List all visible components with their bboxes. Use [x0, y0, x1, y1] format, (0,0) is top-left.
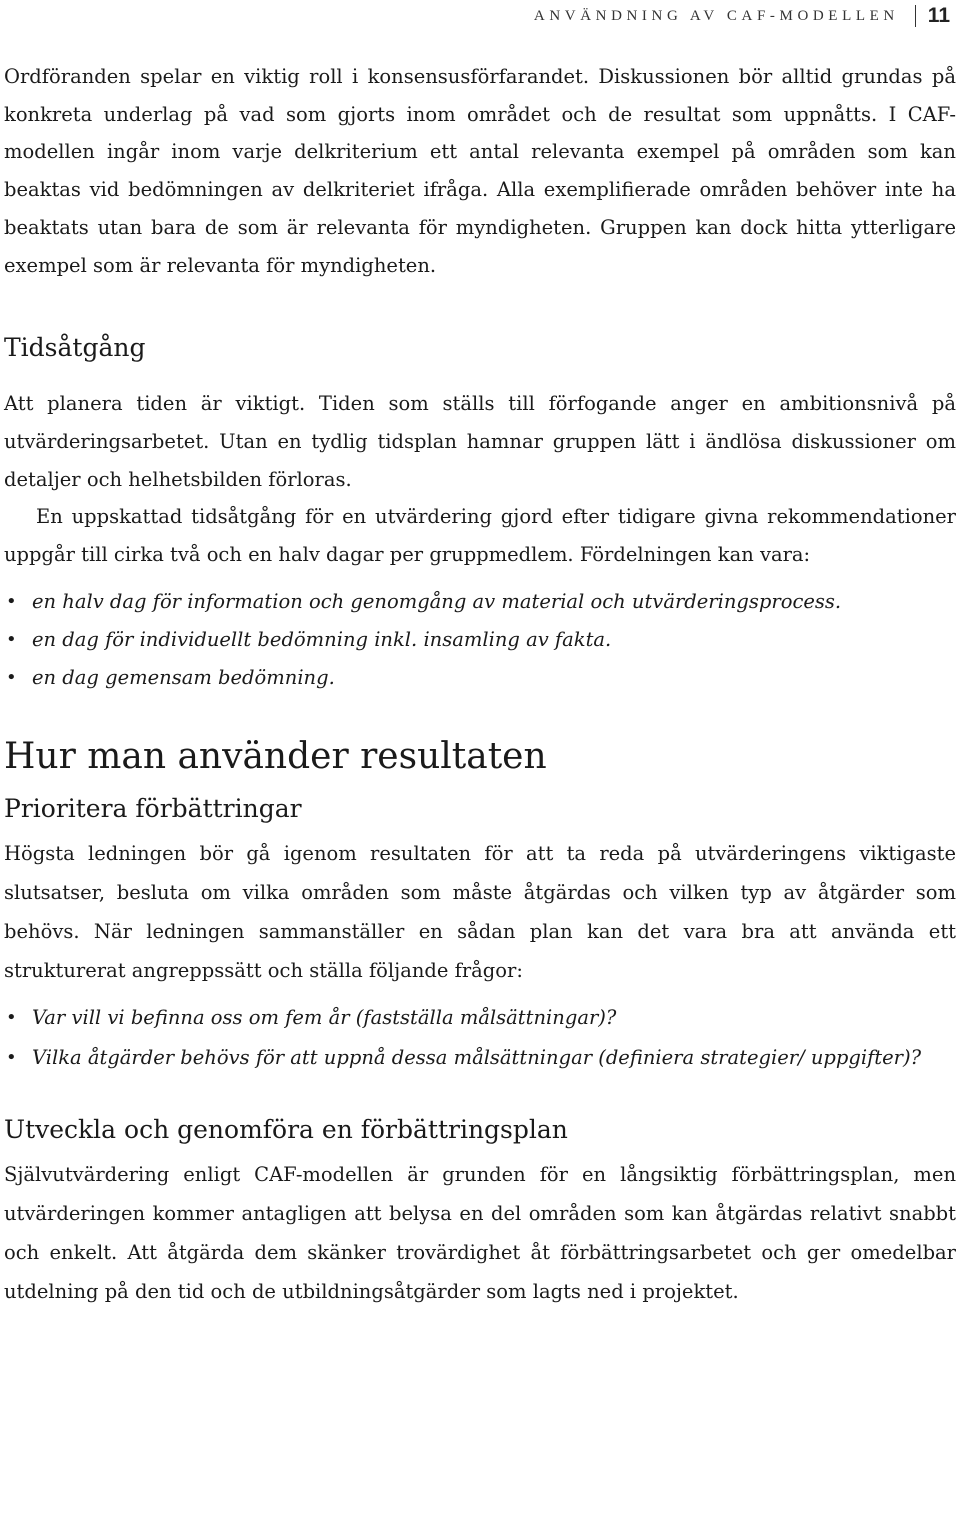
utveckla-paragraph: Självutvärdering enligt CAF-modellen är grunden för en långsiktig förbättringsplan, men utvärderingen kommer antagligen att belysa en del områden som kan åtgärdas relativt snabbt och enkelt. Att åtgärda dem skänker trovärdighet åt förbättringsarbetet och ger omedelbar utdelning på den tid och de utbildningsåtgärder som lagts ned i projektet. [4, 1162, 956, 1303]
tidsatgang-paragraph-2: En uppskattad tidsåtgång för en utvärdering gjord efter tidigare givna rekommendationer uppgår till cirka två och en halv dagar per gruppmedlem. Fördelningen kan vara: [4, 505, 956, 567]
header-divider [915, 5, 916, 27]
list-item [4, 1038, 956, 1078]
page-body [4, 58, 956, 1311]
list-item [4, 998, 956, 1038]
chapter-heading: Hur man använder resultaten [4, 735, 547, 777]
list-item [4, 659, 956, 697]
running-title: ANVÄNDNING AV CAF-MODELLEN [533, 7, 899, 24]
tidsatgang-paragraph-1: Att planera tiden är viktigt. Tiden som ställs till förfogande anger en ambitionsnivå på utvärderingsarbetet. Utan en tydlig tidsplan hamnar gruppen lätt i ändlösa diskussioner om detaljer och helhetsbilden förloras. [4, 392, 956, 491]
list-item-text: en dag för individuellt bedömning inkl. insamling av fakta. [32, 627, 612, 651]
list-item-text: en dag gemensam bedömning. [32, 665, 335, 689]
prioritera-list [4, 998, 956, 1078]
list-item-text: Var vill vi befinna oss om fem år (fastställa målsättningar)? [32, 1005, 617, 1029]
prioritera-paragraph: Högsta ledningen bör gå igenom resultaten för att ta reda på utvärderingens viktigaste slutsatser, besluta om vilka områden som måste åtgärdas och vilken typ av åtgärder som behövs. När ledningen sammanställer en sådan plan kan det vara bra att använda ett strukturerat angreppssätt och ställa följande frågor: [4, 841, 956, 982]
tidsatgang-list [4, 583, 956, 697]
bullet-icon: • [6, 666, 17, 688]
section-heading-prioritera: Prioritera förbättringar [4, 793, 302, 823]
bullet-icon: • [6, 1006, 17, 1028]
bullet-icon: • [6, 628, 17, 650]
bullet-icon: • [6, 1046, 17, 1068]
list-item [4, 583, 956, 621]
list-item-text: en halv dag för information och genomgång av material och utvärderingsprocess. [32, 589, 842, 613]
list-item-text: Vilka åtgärder behövs för att uppnå dessa målsättningar (definiera strategier/ uppgifter)? [32, 1045, 922, 1069]
section-heading-tidsatgang: Tidsåtgång [4, 333, 146, 363]
section-heading-utveckla: Utveckla och genomföra en förbättringsplan [4, 1114, 568, 1144]
bullet-icon: • [6, 590, 17, 612]
list-item [4, 621, 956, 659]
running-header [534, 4, 950, 28]
page-number: 11 [927, 4, 950, 27]
intro-paragraph: Ordföranden spelar en viktig roll i konsensusförfarandet. Diskussionen bör alltid grundas på konkreta underlag på vad som gjorts inom området och de resultat som uppnåtts. I CAF-modellen ingår inom varje delkriterium ett antal relevanta exempel på områden som kan beaktas vid bedömningen av delkriteriet ifråga. Alla exemplifierade områden behöver inte ha beaktats utan bara de som är relevanta för myndigheten. Gruppen kan dock hitta ytterligare exempel som är relevanta för myndigheten. [4, 65, 956, 277]
